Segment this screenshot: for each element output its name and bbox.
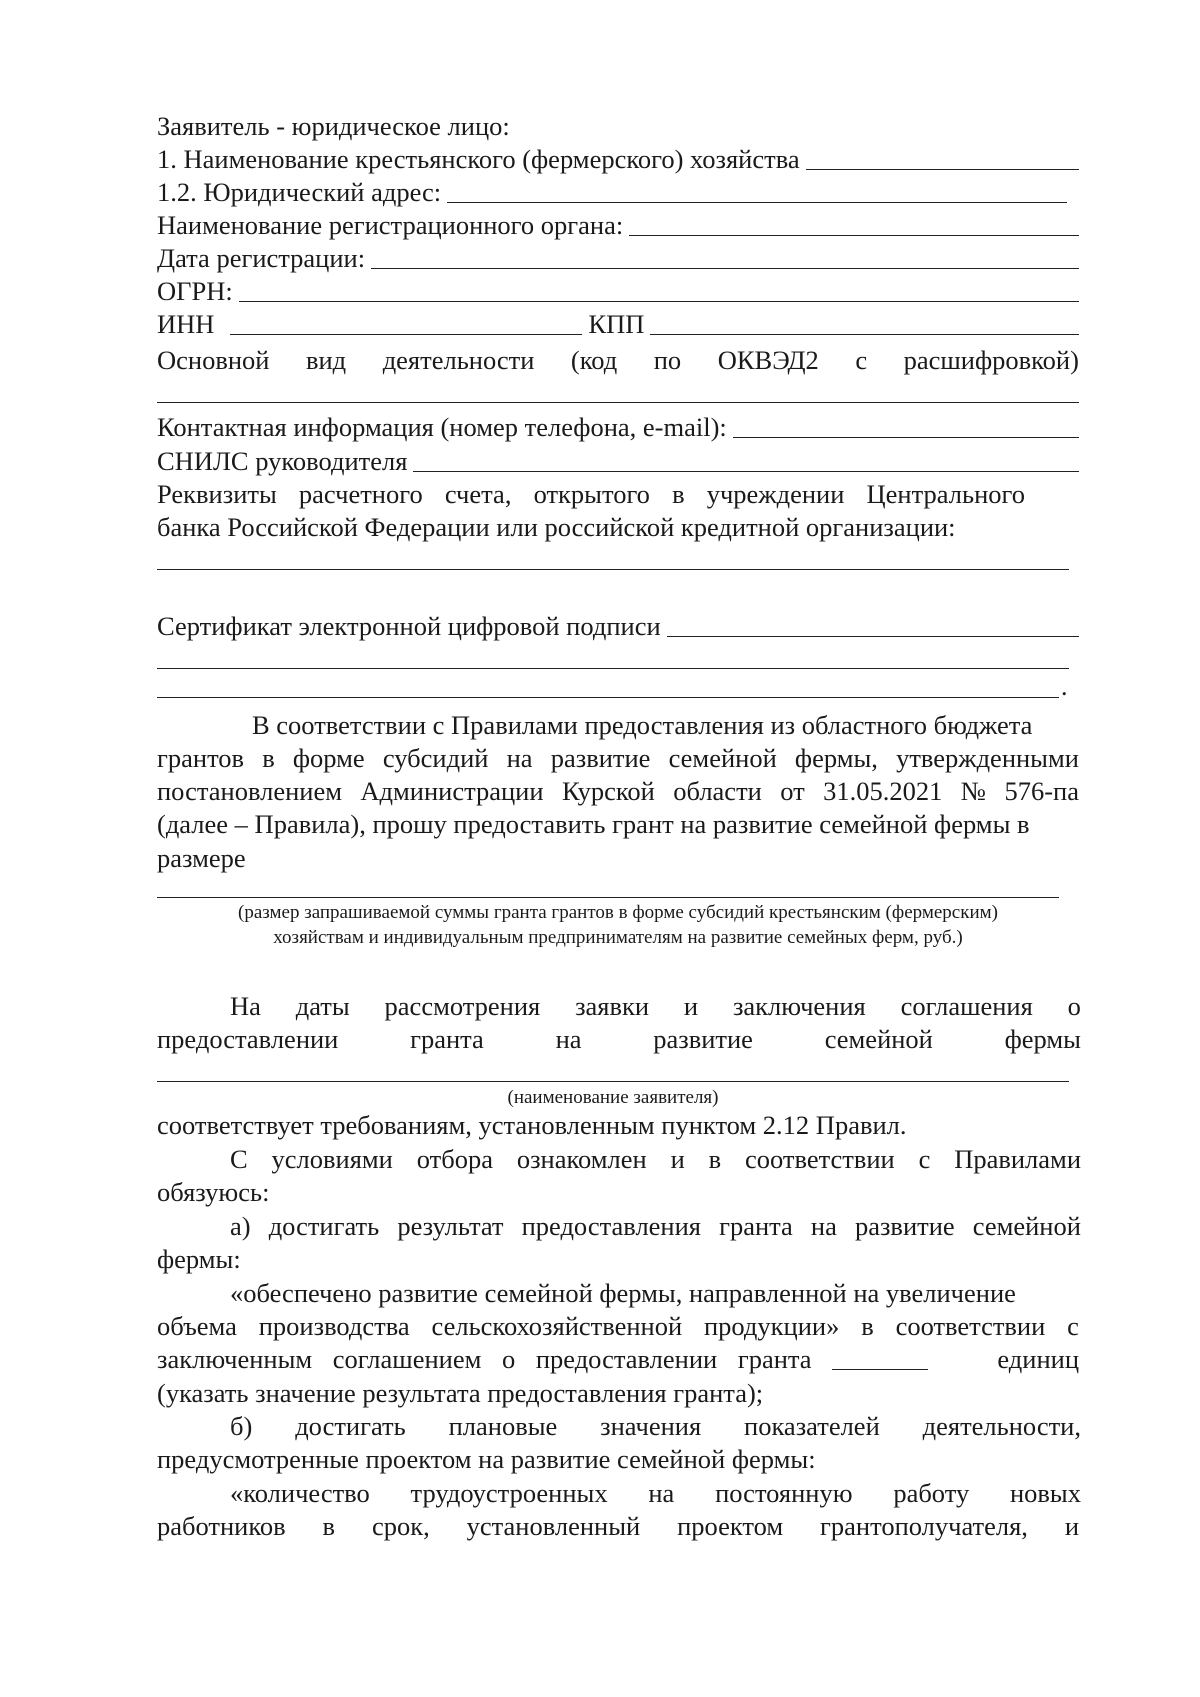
applicant-type-heading <box>157 110 1079 143</box>
reg-body-field[interactable] <box>629 213 1079 236</box>
certificate-field[interactable] <box>667 614 1079 637</box>
obligation-a-word: достигать <box>268 1211 380 1241</box>
result-quote-line-4 <box>157 1377 1079 1410</box>
bank-word: расчетного <box>298 479 423 509</box>
snils-label: СНИЛС руководителя <box>157 446 408 476</box>
compliance-word: предоставлении <box>157 1024 339 1054</box>
legal-address-field[interactable] <box>447 180 1067 203</box>
bank-word: в <box>672 479 685 509</box>
bank-details-field[interactable] <box>157 569 1069 570</box>
grant-amount-note-text: (размер запрашиваемой суммы гранта грантов в форме субсидий крестьянским (фермерским) <box>238 902 998 923</box>
grant-amount-note-text: хозяйствам и индивидуальным предпринимателям на развитие семейных ферм, руб.) <box>273 927 963 948</box>
request-word: от <box>780 776 805 806</box>
reg-body-row <box>157 209 1079 242</box>
applicant-name-note-text: (наименование заявителя) <box>507 1087 719 1108</box>
obligation-b-line-2 <box>157 1443 1079 1476</box>
request-text: (далее – Правила), прошу предоставить грант на развитие семейной фермы в <box>157 809 1030 839</box>
kpp-field[interactable] <box>650 312 1079 335</box>
result-quote-line-3 <box>157 1343 1079 1376</box>
result-quote-line-2 <box>157 1310 1079 1343</box>
request-line-3 <box>157 775 1079 808</box>
activity-word: деятельности <box>382 345 535 375</box>
obligation-a-word: на <box>810 1211 837 1241</box>
obligation-b-line-1 <box>230 1410 1081 1443</box>
obligation-a-line-2 <box>157 1243 1079 1276</box>
activity-word: расшифровкой) <box>903 345 1079 375</box>
certificate-label: Сертификат электронной цифровой подписи <box>157 611 661 641</box>
obligations-word: Правилами <box>954 1144 1081 1174</box>
compliance-word: заявки <box>575 991 650 1021</box>
bank-label-line2 <box>157 511 1079 544</box>
compliance-word: заключения <box>732 991 866 1021</box>
request-word: № <box>960 776 987 806</box>
obligation-a-text: фермы: <box>157 1244 241 1274</box>
obligation-a-word: семейной <box>972 1211 1081 1241</box>
certificate-row <box>157 610 1079 643</box>
result-quote-text: заключенным соглашением о предоставлении гранта <box>157 1344 812 1374</box>
obligations-word: отбора <box>416 1144 493 1174</box>
obligations-word: соответствии <box>744 1144 895 1174</box>
obligation-b-text: предусмотренные проектом на развитие семейной фермы: <box>157 1444 816 1474</box>
reg-body-label: Наименование регистрационного органа: <box>157 210 624 240</box>
compliance-word: даты <box>295 991 350 1021</box>
obligation-a-word: развитие <box>854 1211 955 1241</box>
workers-word: новых <box>1009 1478 1081 1508</box>
grant-amount-field[interactable] <box>157 897 1059 898</box>
obligations-word: с <box>918 1144 931 1174</box>
obligations-word: С <box>230 1144 248 1174</box>
applicant-type-text: Заявитель - юридическое лицо: <box>157 111 510 141</box>
compliance-line-1 <box>230 990 1081 1023</box>
compliance-line-3 <box>157 1109 1079 1142</box>
farm-name-label: 1. Наименование крестьянского (фермерского) хозяйства <box>157 144 800 174</box>
bank-word: открытого <box>533 479 650 509</box>
bank-word: Реквизиты <box>157 479 277 509</box>
request-word: Курской <box>561 776 655 806</box>
result-quote-word: в <box>861 1311 874 1341</box>
certificate-field-line2[interactable] <box>157 668 1069 669</box>
obligation-a-word: а) <box>230 1211 251 1241</box>
compliance-text: соответствует требованиям, установленным пунктом 2.12 Правил. <box>157 1110 907 1140</box>
compliance-word: развитие <box>653 1024 753 1054</box>
obligations-intro-line-2 <box>157 1176 1079 1209</box>
bank-word: счета, <box>444 479 512 509</box>
result-quote-word: продукции» <box>704 1311 840 1341</box>
request-word: грантов <box>157 743 245 773</box>
inn-field[interactable] <box>230 312 582 335</box>
workers-word: срок, <box>371 1511 430 1541</box>
activity-field[interactable] <box>157 402 1079 403</box>
obligations-intro-line-1 <box>230 1143 1081 1176</box>
ogrn-field[interactable] <box>239 279 1079 302</box>
workers-word: постоянную <box>715 1478 853 1508</box>
workers-word: «количество <box>230 1478 370 1508</box>
activity-word: вид <box>305 345 347 375</box>
inn-label: ИНН <box>157 309 215 339</box>
obligation-b-word: плановые <box>448 1411 558 1441</box>
applicant-name-note <box>157 1085 1069 1110</box>
request-word: в <box>262 743 275 773</box>
compliance-word: и <box>683 991 699 1021</box>
compliance-word: фермы <box>1004 1024 1081 1054</box>
request-line-4 <box>157 808 1079 841</box>
activity-word: Основной <box>157 345 270 375</box>
compliance-word: соглашения <box>900 991 1033 1021</box>
request-word: 576-па <box>1004 776 1079 806</box>
workers-line-1 <box>230 1477 1081 1510</box>
snils-field[interactable] <box>413 449 1079 472</box>
obligation-b-word: достигать <box>295 1411 406 1441</box>
obligation-b-word: деятельности, <box>922 1411 1081 1441</box>
obligation-b-word: б) <box>230 1411 253 1441</box>
request-line-1 <box>252 709 1079 742</box>
workers-word: на <box>648 1478 675 1508</box>
request-word: на <box>506 743 533 773</box>
compliance-line-2 <box>157 1023 1081 1056</box>
request-word: 31.05.2021 <box>823 776 943 806</box>
legal-address-row <box>157 176 1079 209</box>
grant-amount-note-1 <box>157 900 1079 925</box>
bank-label-row <box>157 478 1025 511</box>
farm-name-row <box>157 143 1079 176</box>
compliance-word: гранта <box>410 1024 484 1054</box>
obligations-text: обязуюсь: <box>157 1177 270 1207</box>
reg-date-field[interactable] <box>371 246 1079 269</box>
obligation-b-word: значения <box>600 1411 702 1441</box>
obligation-a-line-1 <box>230 1210 1081 1243</box>
certificate-end-period: . <box>1061 672 1068 701</box>
grant-amount-note-2 <box>157 925 1079 950</box>
request-text: размере <box>157 843 246 873</box>
workers-word: в <box>322 1511 336 1541</box>
reg-date-label: Дата регистрации: <box>157 243 366 273</box>
request-line-2 <box>157 742 1079 775</box>
request-word: форме <box>292 743 365 773</box>
workers-word: и <box>1064 1511 1079 1541</box>
result-quote-word: производства <box>258 1311 410 1341</box>
contact-label: Контактная информация (номер телефона, e-mail): <box>157 412 727 442</box>
compliance-word: рассмотрения <box>384 991 541 1021</box>
compliance-word: на <box>555 1024 582 1054</box>
obligations-word: ознакомлен <box>516 1144 647 1174</box>
workers-word: работников <box>157 1511 286 1541</box>
request-text: В соответствии с Правилами предоставления из областного бюджета <box>252 710 1033 740</box>
inn-kpp-row <box>157 308 1079 341</box>
request-word: семейной <box>668 743 777 773</box>
snils-row <box>157 445 1079 478</box>
activity-word: с <box>855 345 868 375</box>
result-quote-text: «обеспечено развитие семейной фермы, направленной на увеличение <box>230 1278 1016 1308</box>
obligations-word: условиями <box>271 1144 393 1174</box>
obligation-a-word: предоставления <box>521 1211 701 1241</box>
ogrn-row <box>157 275 1079 308</box>
legal-address-label: 1.2. Юридический адрес: <box>157 177 442 207</box>
contact-row <box>157 411 1079 444</box>
workers-line-2 <box>157 1510 1079 1543</box>
request-word: постановлением <box>157 776 342 806</box>
workers-word: установленный <box>466 1511 641 1541</box>
compliance-word: о <box>1067 991 1081 1021</box>
result-quote-word: сельскохозяйственной <box>431 1311 683 1341</box>
activity-word: по <box>653 345 682 375</box>
activity-word: ОКВЭД2 <box>717 345 819 375</box>
result-quote-word: объема <box>157 1311 237 1341</box>
workers-word: грантополучателя, <box>820 1511 1028 1541</box>
workers-word: работу <box>893 1478 970 1508</box>
bank-word: учреждении <box>706 479 845 509</box>
obligations-word: и <box>670 1144 685 1174</box>
activity-label-row <box>157 344 1079 377</box>
compliance-word: семейной <box>824 1024 933 1054</box>
request-word: утвержденными <box>896 743 1079 773</box>
request-word: Администрации <box>360 776 544 806</box>
activity-word: (код <box>570 345 618 375</box>
obligations-word: в <box>708 1144 722 1174</box>
workers-word: проектом <box>677 1511 784 1541</box>
request-word: фермы, <box>794 743 878 773</box>
kpp-label: КПП <box>588 309 645 339</box>
request-word: области <box>673 776 762 806</box>
certificate-field-line3[interactable] <box>157 697 1059 698</box>
result-quote-word: с <box>1067 1311 1079 1341</box>
bank-word: Центрального <box>866 479 1025 509</box>
request-line-5 <box>157 842 1079 875</box>
request-word: развитие <box>550 743 651 773</box>
compliance-word: На <box>230 991 261 1021</box>
bank-label-text: банка Российской Федерации или российской кредитной организации: <box>157 512 956 542</box>
applicant-name-field[interactable] <box>157 1081 1069 1082</box>
ogrn-label: ОГРН: <box>157 276 233 306</box>
result-quote-word: соответствии <box>895 1311 1046 1341</box>
result-quote-text: (указать значение результата предоставления гранта); <box>157 1378 764 1408</box>
result-units-label: единиц <box>997 1344 1079 1374</box>
contact-field[interactable] <box>733 415 1079 438</box>
workers-word: трудоустроенных <box>410 1478 608 1508</box>
result-quote-line-1 <box>230 1277 1081 1310</box>
obligation-a-word: гранта <box>719 1211 793 1241</box>
obligation-b-word: показателей <box>744 1411 880 1441</box>
obligation-a-word: результат <box>397 1211 504 1241</box>
reg-date-row <box>157 242 1079 275</box>
result-value-field[interactable] <box>832 1347 928 1370</box>
request-word: субсидий <box>382 743 489 773</box>
farm-name-field[interactable] <box>806 147 1079 170</box>
